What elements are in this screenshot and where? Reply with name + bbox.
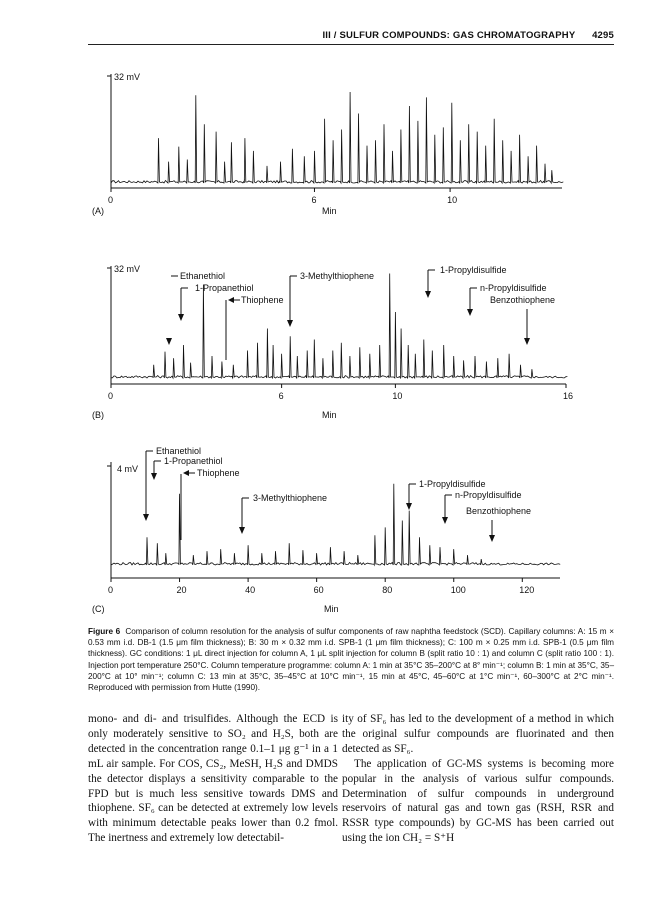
panel-a-label: (A) [92, 206, 104, 216]
section-title: III / SULFUR COMPOUNDS: GAS CHROMATOGRAPHY [322, 30, 576, 41]
c-n-propyldisulfide-arrow [442, 517, 448, 524]
x-tick-label: 0 [108, 195, 114, 205]
thiophene-arrow [228, 297, 234, 303]
panel-a-trace [111, 92, 563, 183]
c-ethanethiol-arrow [143, 514, 149, 521]
figure-label: Figure 6 [88, 627, 121, 636]
c-propanethiol-arrow [151, 473, 157, 480]
c-n-propyldisulfide-label: n-Propyldisulfide [455, 490, 522, 500]
paragraph: The application of GC-MS systems is becoming more popular in the analysis of various sulfur compounds. Determination of sulfur compounds in underground reservoirs of natural gas and town gas (RSH, RSR and RSSR type compounds) by GC-MS has been carried out using the ion CH₂ = S⁺H [342, 757, 614, 845]
propanethiol-arrow [178, 314, 184, 321]
propanethiol-label: 1-Propanethiol [195, 283, 254, 293]
panel-c-scale-label: 4 mV [117, 464, 139, 474]
x-tick-label: 0 [108, 391, 114, 401]
panel-a-scale-label: 32 mV [114, 72, 141, 82]
c-methylthiophene-arrow [239, 527, 245, 534]
body-column-right [342, 712, 614, 846]
panel-b-label: (B) [92, 410, 104, 420]
x-tick-label: 20 [176, 585, 187, 595]
x-tick-label: 10 [447, 195, 458, 205]
methylthiophene-arrow [287, 320, 293, 327]
x-tick-label: 0 [108, 585, 114, 595]
c-benzothiophene-arrow [489, 535, 495, 542]
x-tick-label: 10 [392, 391, 403, 401]
panel-a-xlabel: Min [322, 206, 337, 216]
c-propyldisulfide-arrow [406, 503, 412, 510]
paragraph: mono- and di- and trisulfides. Although the ECD is only moderately sensitive to SO₂ and H₂S, both are detected in the concentration range 0.1–1 μg g⁻¹ in a 1 mL air sample. For COS, CS₂, MeSH, H₂S and DMDS the detector displays a sensitivity comparable to the FPD but is much less sensitive towards DMS and thiophene. SF₆ can be detected at extremely low levels with minimum detectable peaks lower than 0.2 fmol. The inertness and extremely low detectabil- [88, 713, 338, 845]
ethanethiol-label: Ethanethiol [180, 271, 226, 281]
c-propyldisulfide-label: 1-Propyldisulfide [419, 479, 486, 489]
panel-c-label: (C) [92, 604, 105, 614]
paragraph: ity of SF₆ has led to the development of a method in which the original sulfur compounds are fluorinated and then detected as SF₆. [342, 713, 614, 755]
benzothiophene-arrow [524, 338, 530, 345]
figure-caption [88, 626, 614, 693]
x-tick-label: 6 [278, 391, 284, 401]
propyldisulfide-label: 1-Propyldisulfide [440, 265, 507, 275]
x-tick-label: 60 [313, 585, 324, 595]
x-tick-label: 80 [382, 585, 393, 595]
caption-text: Comparison of column resolution for the analysis of sulfur components of raw naphtha feedstock (SCD). Capillary columns: A: 15 m × 0.53 mm i.d. DB-1 (1.5 μm film thickness); B: 30 m × 0.32 mm i.d. SPB-1 (1 μm film thickness); C: 100 m × 0.25 mm i.d. SPB-1 (0.5 μm film thickness). GC conditions: 1 μL direct injection for column A, 1 μL split injection for column B (split ratio 10 : 1) and column C (split ratio 100 : 1). Injection port temperature 250°C. Column temperature programme: column A: 1 min at 35°C 35–200°C at 8° min⁻¹; column B: 1 min at 35°C, 35–200°C at 10° min⁻¹; column C: 13 min at 35°C, 35–45°C at 10°C min⁻¹, 15 min at 45°C, 45–60°C at 1°C min⁻¹, 60–300°C at 2°C min⁻¹. Reproduced with permission from Hutte (1990). [88, 627, 614, 693]
c-thiophene-label: Thiophene [197, 468, 240, 478]
x-tick-label: 120 [519, 585, 535, 595]
x-tick-label: 16 [563, 391, 574, 401]
x-tick-label: 100 [450, 585, 466, 595]
c-methylthiophene-label: 3-Methylthiophene [253, 493, 328, 503]
body-column-left [88, 712, 338, 846]
ethanethiol-arrow [166, 338, 172, 345]
c-ethanethiol-label: Ethanethiol [156, 446, 202, 456]
c-propanethiol-label: 1-Propanethiol [164, 456, 223, 466]
panel-b-xlabel: Min [322, 410, 337, 420]
panel-b [92, 264, 573, 420]
propyldisulfide-arrow [425, 291, 431, 298]
panel-c [92, 446, 560, 614]
page-number: 4295 [592, 30, 614, 41]
x-tick-label: 40 [245, 585, 256, 595]
c-thiophene-arrow [183, 470, 189, 476]
panel-c-xlabel: Min [324, 604, 339, 614]
methylthiophene-label: 3-Methylthiophene [300, 271, 375, 281]
benzothiophene-label: Benzothiophene [490, 295, 556, 305]
n-propyldisulfide-arrow [467, 309, 473, 316]
x-tick-label: 6 [311, 195, 317, 205]
panel-b-scale-label: 32 mV [114, 264, 141, 274]
panel-a [92, 72, 563, 216]
thiophene-label: Thiophene [241, 295, 284, 305]
c-benzothiophene-label: Benzothiophene [466, 506, 532, 516]
n-propyldisulfide-label: n-Propyldisulfide [480, 283, 547, 293]
